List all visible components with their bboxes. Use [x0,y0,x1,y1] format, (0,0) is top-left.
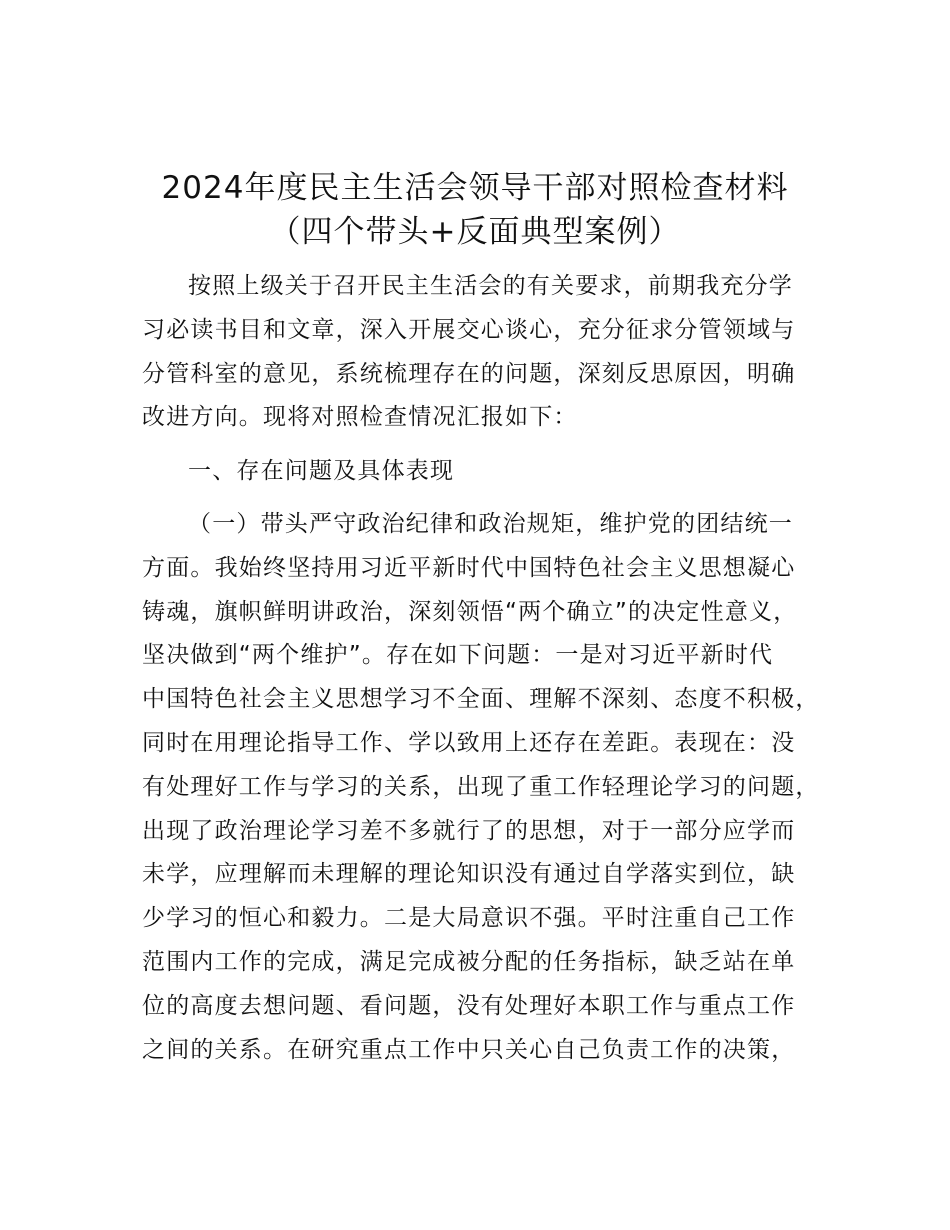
title-line-1: 2024年度民主生活会领导干部对照检查材料 [161,170,789,206]
section1-line: 未学，应理解而未理解的理论知识没有通过自学落实到位，缺 [142,861,796,888]
section1-line: （一）带头严守政治纪律和政治规矩，维护党的团结统一 [188,511,793,537]
section1-line: 铸魂，旗帜鲜明讲政治，深刻领悟“两个确立”的决定性意义， [142,598,798,625]
section1-paragraph [142,503,842,1072]
section1-line: 范围内工作的完成，满足完成被分配的任务指标，缺乏站在单 [142,948,796,975]
section-heading-text: 一、存在问题及具体表现 [188,458,455,484]
document-title [0,166,950,254]
section1-line: 方面。我始终坚持用习近平新时代中国特色社会主义思想凝心 [142,554,796,581]
section1-line: 坚决做到“两个维护”。存在如下问题：一是对习近平新时代 [142,642,774,669]
section1-line: 出现了政治理论学习差不多就行了的思想，对于一部分应学而 [142,817,796,844]
intro-line: 习必读书目和文章，深入开展交心谈心，充分征求分管领域与 [142,316,796,343]
section1-line: 有处理好工作与学习的关系，出现了重工作轻理论学习的问题， [142,773,820,800]
title-line-2: （四个带头+反面典型案例） [269,214,681,250]
section1-line: 少学习的恒心和毅力。二是大局意识不强。平时注重自己工作 [142,905,796,932]
intro-paragraph [142,265,842,440]
intro-line: 改进方向。现将对照检查情况汇报如下： [142,404,578,431]
section1-line: 位的高度去想问题、看问题，没有处理好本职工作与重点工作 [142,992,796,1019]
intro-line: 按照上级关于召开民主生活会的有关要求，前期我充分学 [188,273,793,299]
section1-line: 中国特色社会主义思想学习不全面、理解不深刻、态度不积极， [142,686,820,713]
section1-line: 之间的关系。在研究重点工作中只关心自己负责工作的决策， [142,1036,796,1063]
section-heading [142,450,842,494]
intro-line: 分管科室的意见，系统梳理存在的问题，深刻反思原因，明确 [142,360,796,387]
section1-line: 同时在用理论指导工作、学以致用上还存在差距。表现在：没 [142,729,796,756]
